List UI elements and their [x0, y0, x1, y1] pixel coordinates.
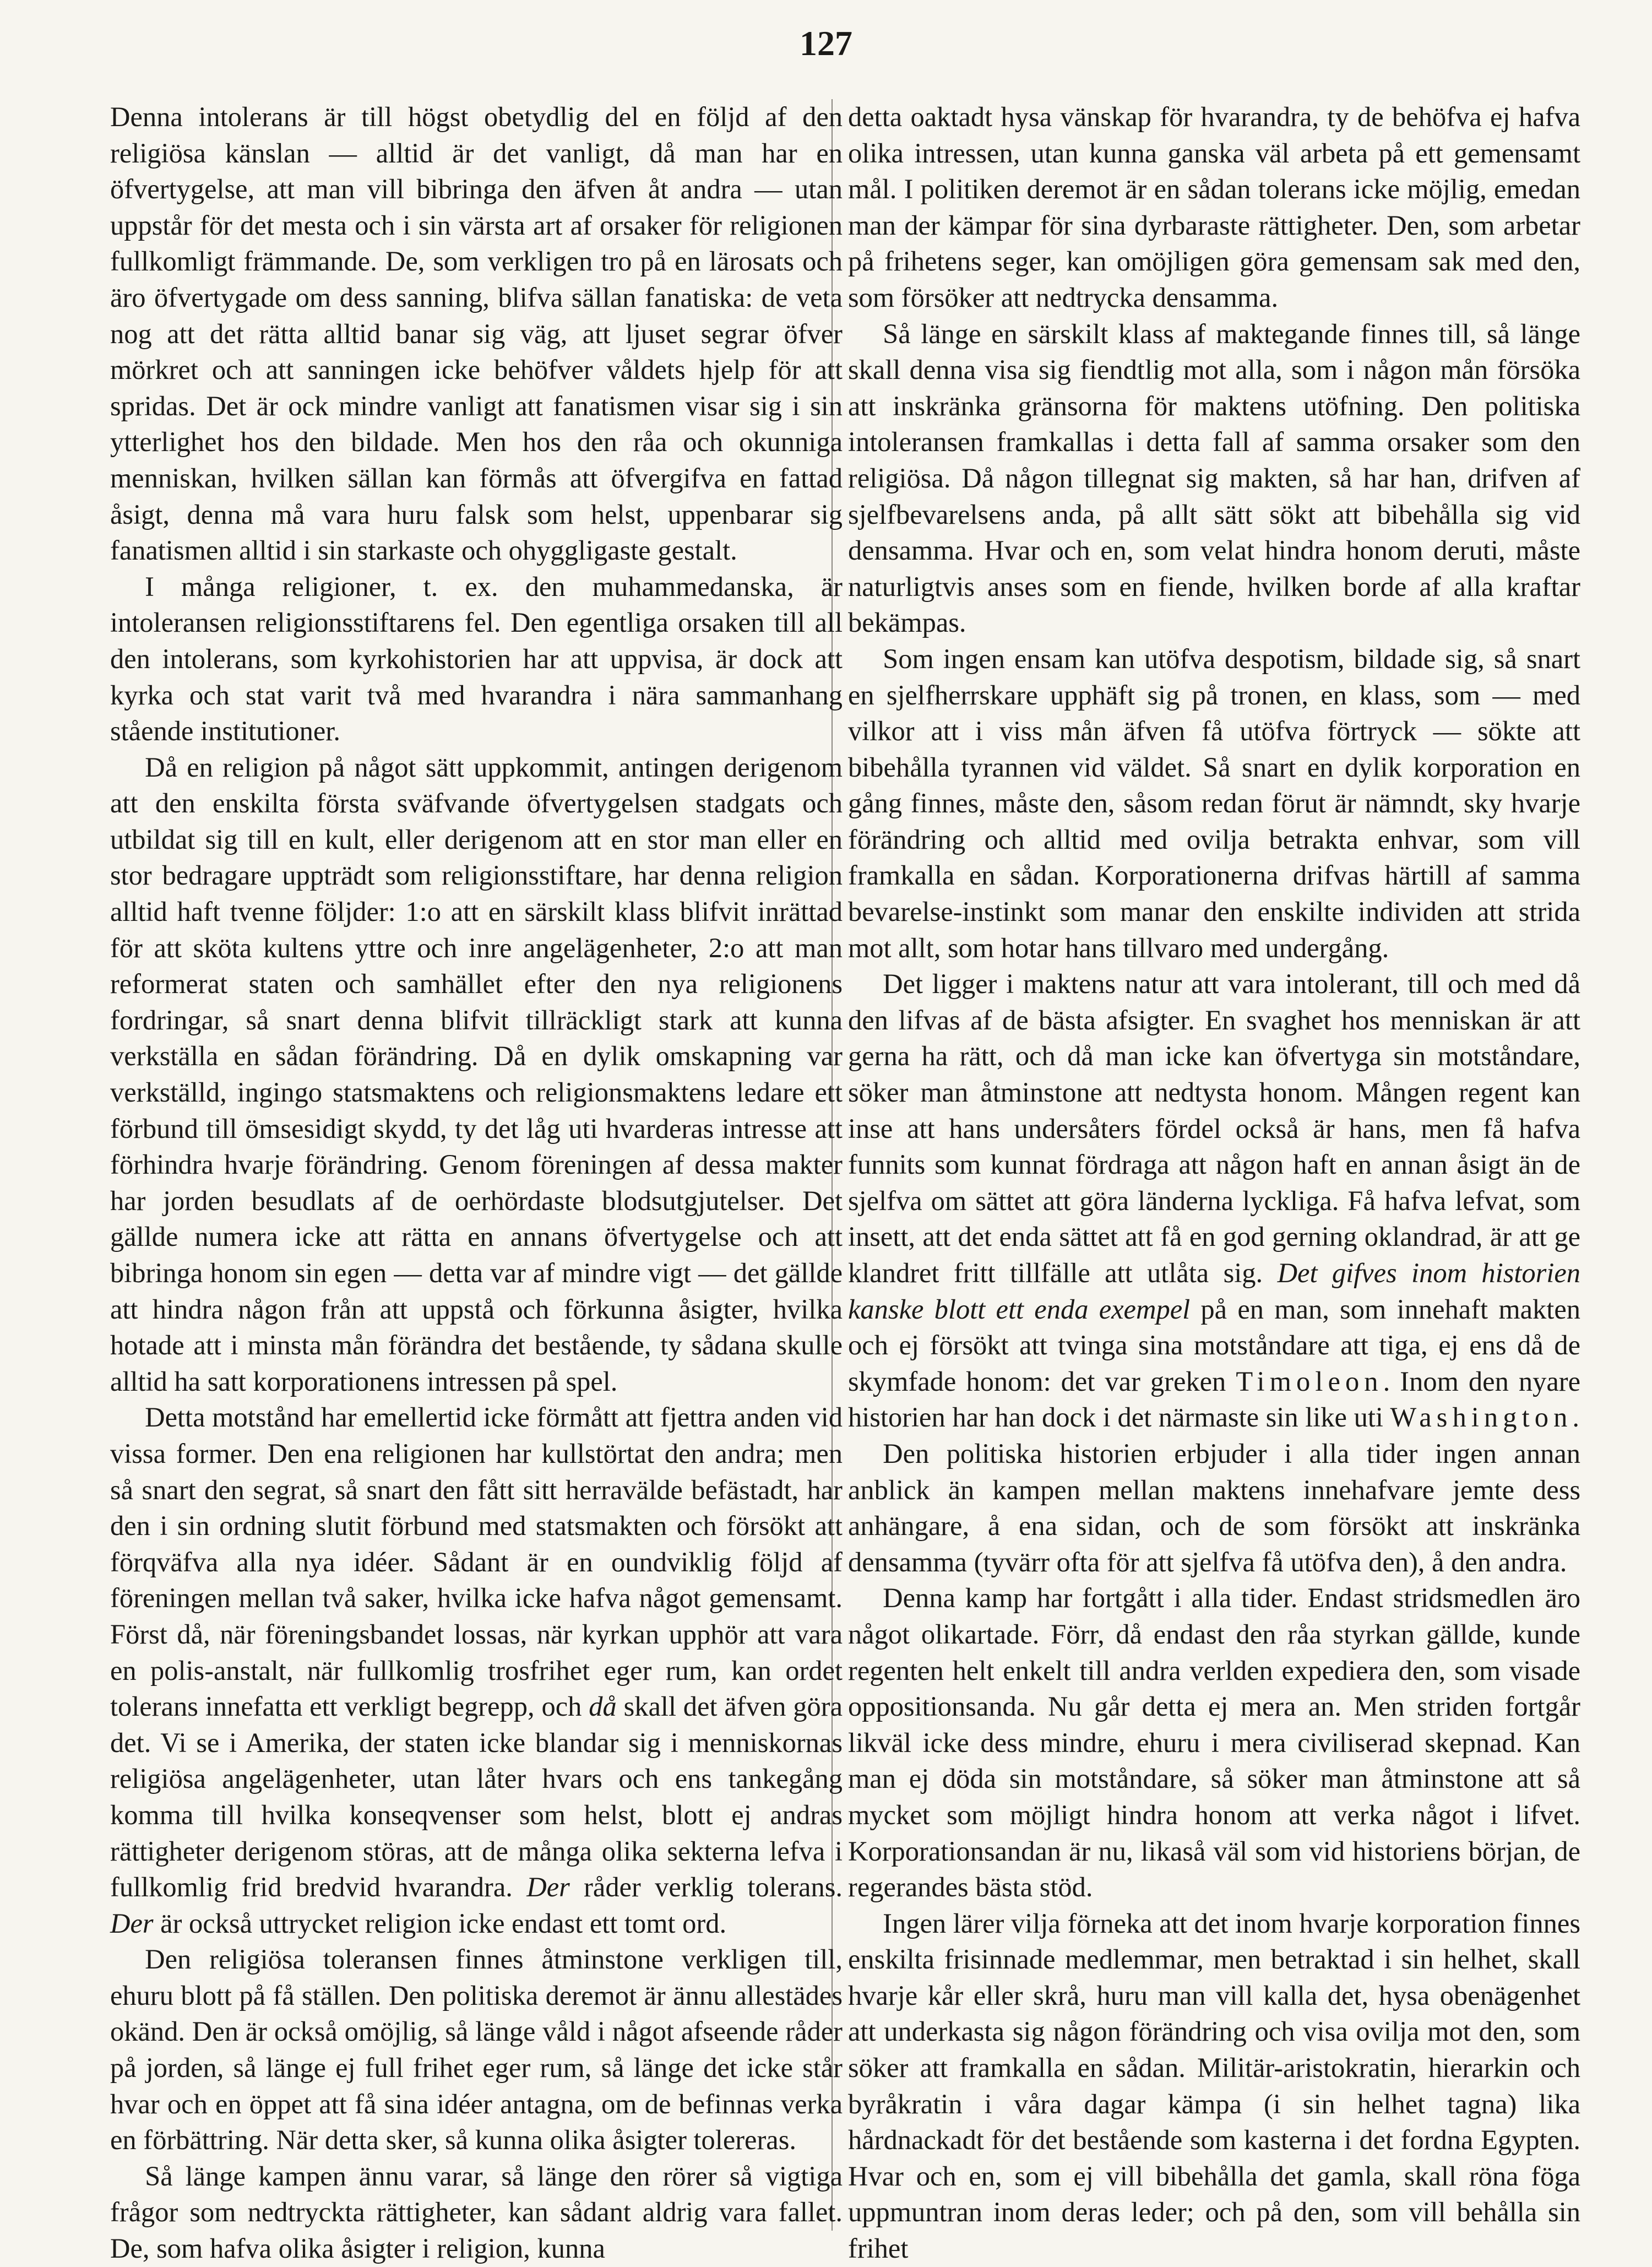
text-run: . Inom den nyare historien har han dock i det närmaste sin like uti: [848, 1365, 1581, 1433]
text-run: är också uttrycket religion icke endast ett tomt ord.: [160, 1907, 727, 1939]
paragraph: Som ingen ensam kan utöfva despotism, bildade sig, så snart en sjelfherrskare upphäft sig på tronen, en klass, som — med vilkor att i viss mån äfven få utöfva förtryck — sökte att bibehålla tyrannen vid väldet. Så snart en dylik korporation en gång finnes, måste den, såsom redan förut är nämndt, sky hvarje förändring och alltid med ovilja betrakta enhvar, som vill framkalla en sådan. Korporationerna drifvas härtill af samma bevarelse-instinkt som manar den enskilte individen att strida mot allt, som hotar hans tillvaro med undergång.: [848, 643, 1580, 963]
text-run: skall det äfven göra det. Vi se i Amerika, der staten icke blandar sig i menniskornas religiösa angelägenheter, utan låter hvars och ens tankegång komma till hvilka konseqvenser som helst, blott ej andras rättigheter derigenom störas, att de många olika sekterna lefva i fullkomlig frid bredvid hvarandra.: [110, 1691, 843, 1903]
spaced-name: Washington: [1390, 1402, 1573, 1433]
paragraph: Ingen lärer vilja förneka att det inom hvarje korporation finnes enskilta frisinnade medlemmar, men betraktad i sin helhet, skall hvarje kår eller skrå, huru man vill kalla det, hysa obenägenhet att underkasta sig någon förändring och visa ovilja mot den, som söker att framkalla en sådan. Militär-aristokratin, hierarkin och byråkratin i våra dagar kämpa (i sin helhet tagna) lika hårdnackadt för det bestående som kasterna i det fordna Egypten. Hvar och en, som ej vill bibehålla det gamla, skall röna föga uppmuntran inom deras leder; och på den, som vill behålla sin frihet: [848, 1907, 1580, 2264]
emphasis: Der: [110, 1907, 154, 1939]
text-run: Det ligger i maktens natur att vara intolerant, till och med då den lifvas af de bästa afsigter. En svaghet hos menniskan är att gerna ha rätt, och då man icke kan öfvertyga sin motståndare, söker man åtminstone att nedtysta honom. Mången regent kan inse att hans undersåters fördel också är hans, men få hafva funnits som kunnat fördraga att någon haft en annan åsigt än de sjelfva om sättet att göra länderna lyckliga. Få hafva lefvat, som insett, att det enda sättet att få en god gerning oklandrad, är att ge klandret fritt tillfälle att utlåta sig.: [848, 968, 1580, 1288]
paragraph: Denna kamp har fortgått i alla tider. Endast stridsmedlen äro något olikartade. Förr, då endast den råa styrkan gällde, kunde regenten helt enkelt till andra verlden expediera den, som visade oppositionsanda. Nu går detta ej mera an. Men striden fortgår likväl icke dess mindre, ehuru i mera civiliserad skepnad. Kan man ej döda sin motståndare, så söker man åtminstone att så mycket som möjligt hindra honom att verka något i lifvet. Korporationsandan är nu, likaså väl som vid historiens början, de regerandes bästa stöd.: [848, 1582, 1580, 1903]
paragraph: Så länge kampen ännu varar, så länge den rörer så vigtiga frågor som nedtryckta rättigheter, kan sådant aldrig vara fallet. De, som hafva olika åsigter i religion, kunna: [110, 2160, 843, 2264]
text-run: råder verklig tolerans.: [584, 1872, 843, 1903]
spaced-name: Timoleon: [1236, 1365, 1383, 1397]
paragraph: Den politiska historien erbjuder i alla tider ingen annan anblick än kampen mellan maktens innehafvare jemte dess anhängare, å ena sidan, och de som försökt att inskränka densamma (tyvärr ofta för att sjelfva få utöfva den), å den andra.: [848, 1438, 1580, 1577]
text-run: .: [1572, 1402, 1580, 1433]
emphasis: Der: [526, 1872, 570, 1903]
emphasis: Det gifves inom historien kanske blott ett enda exempel: [848, 1257, 1580, 1325]
left-column: [110, 99, 843, 2264]
paragraph: [848, 966, 1580, 1436]
paragraph: Så länge en särskilt klass af maktegande finnes till, så länge skall denna visa sig fiendtlig mot alla, som i någon mån försöka att inskränka gränsorna för maktens utöfning. Den politiska intoleransen framkallas i detta fall af samma orsaker som den religiösa. Då någon tillegnat sig makten, så har han, drifven af sjelfbevarelsens anda, på allt sätt sökt att bibehålla sig vid densamma. Hvar och en, som velat hindra honom deruti, måste naturligtvis anses som en fiende, hvilken borde af alla kraftar bekämpas.: [848, 318, 1580, 638]
paragraph: Då en religion på något sätt uppkommit, antingen derigenom att den enskilta första sväfvande öfvertygelsen stadgats och utbildat sig till en kult, eller derigenom att en stor man eller en stor bedragare uppträdt som religionsstiftare, har denna religion alltid haft tvenne följder: 1:o att en särskilt klass blifvit inrättad för att sköta kultens yttre och inre angelägenheter, 2:o att man reformerat staten och samhället efter den nya religionens fordringar, så snart denna blifvit tillräckligt stark att kunna verkställa en sådan förändring. Då en dylik omskapning var verkställd, ingingo statsmaktens och religionsmaktens ledare ett förbund till ömsesidigt skydd, ty det låg uti hvarderas intresse att förhindra hvarje förändring. Genom föreningen af dessa makter har jorden besudlats af de oerhördaste blodsutgjutelser. Det gällde numera icke att rätta en annans öfvertygelse och att bibringa honom sin egen — detta var af mindre vigt — det gällde att hindra någon från att uppstå och förkunna åsigter, hvilka hotade att i minsta mån förändra det bestående, ty sådana skulle alltid ha satt korporationens intressen på spel.: [110, 751, 843, 1397]
text-run: Detta motstånd har emellertid icke förmått att fjettra anden vid vissa former. Den ena religionen har kullstörtat den andra; men så snart den segrat, så snart den fått sitt herravälde befästadt, har den i sin ordning slutit förbund med statsmakten och försökt att förqväfva alla nya idéer. Sådant är en oundviklig följd af föreningen mellan två saker, hvilka icke hafva något gemensamt. Först då, när föreningsbandet lossas, när kyrkan upphör att vara en polis-anstalt, när fullkomlig trosfrihet eger rum, kan ordet tolerans innefatta ett verkligt begrepp, och: [110, 1402, 843, 1722]
emphasis: då: [589, 1691, 617, 1722]
right-column: [848, 99, 1581, 2264]
paragraph: detta oaktadt hysa vänskap för hvarandra, ty de behöfva ej hafva olika intressen, utan kunna ganska väl arbeta på ett gemensamt mål. I politiken deremot är en sådan tolerans icke möjlig, emedan man der kämpar för sina dyrbaraste rättigheter. Den, som arbetar på frihetens seger, kan omöjligen göra gemensam sak med den, som försöker att nedtrycka densamma.: [848, 101, 1580, 313]
paragraph: [110, 1400, 843, 1941]
text-run: på en man, som innehaft makten och ej försökt att tvinga sina motståndare att tiga, ej ens då de skymfade honom: det var greken: [848, 1293, 1580, 1397]
paragraph: Den religiösa toleransen finnes åtminstone verkligen till, ehuru blott på få ställen. Den politiska deremot är ännu allestädes okänd. Den är också omöjlig, så länge våld i något afseende råder på jorden, så länge ej full frihet eger rum, så länge det icke står hvar och en öppet att få sina idéer antagna, om de befinnas verka en förbättring. När detta sker, så kunna olika åsigter tolereras.: [110, 1944, 843, 2156]
paragraph: I många religioner, t. ex. den muhammedanska, är intoleransen religionsstiftarens fel. Den egentliga orsaken till all den intolerans, som kyrkohistorien har att uppvisa, är dock att kyrka och stat varit två med hvarandra i nära sammanhang stående institutioner.: [110, 571, 843, 747]
page-number: 127: [800, 24, 852, 63]
paragraph: Denna intolerans är till högst obetydlig del en följd af den religiösa känslan — alltid är det vanligt, då man har en öfvertygelse, att man vill bibringa den äfven åt andra — utan uppstår för det mesta och i sin värsta art af orsaker för religionen fullkomligt främmande. De, som verkligen tro på en lärosats och äro öfvertygade om dess sanning, blifva sällan fanatiska: de veta nog att det rätta alltid banar sig väg, att ljuset segrar öfver mörkret och att sanningen icke behöfver våldets hjelp för att spridas. Det är ock mindre vanligt att fanatismen visar sig i sin ytterlighet hos den bildade. Men hos den råa och okunniga menniskan, hvilken sällan kan förmås att öfvergifva en fattad åsigt, denna må vara huru falsk som helst, uppenbarar sig fanatismen alltid i sin starkaste och ohyggligaste gestalt.: [110, 101, 843, 566]
